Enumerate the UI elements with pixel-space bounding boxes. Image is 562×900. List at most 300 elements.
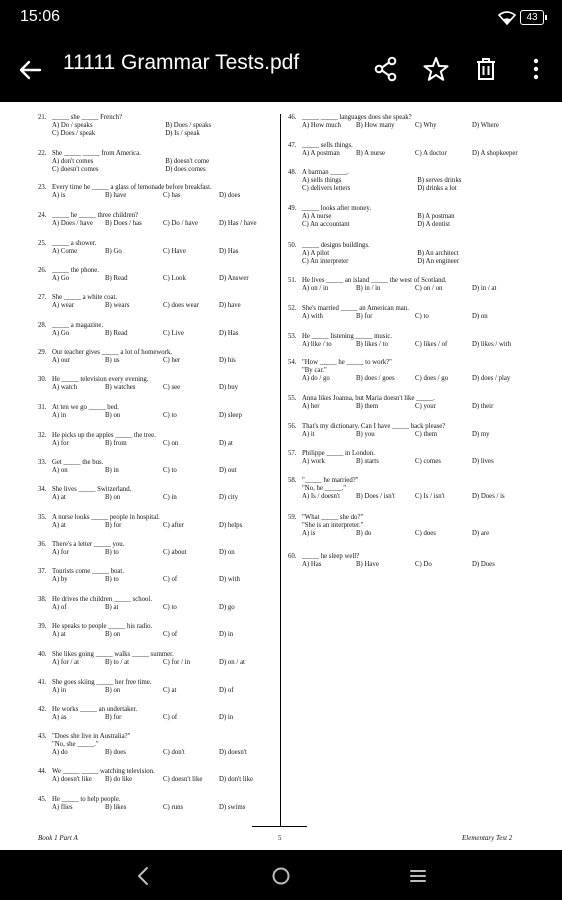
question-item (38, 514, 274, 542)
answer-option: A) Do / speaks (52, 122, 93, 129)
answer-option: B) serves drinks (417, 177, 462, 184)
answer-option: D) Where (472, 122, 499, 129)
answer-option: A) at (52, 631, 66, 638)
answer-option: A) in (52, 412, 67, 419)
answer-option: D) with (219, 576, 240, 583)
answer-option: B) to / at (105, 659, 129, 666)
question-stem-line2: "She is an interpreter." (302, 522, 364, 529)
answer-option: B) for (105, 522, 122, 529)
document-title: 11111 Grammar Tests.pdf (63, 51, 300, 74)
question-number: 40. (38, 651, 47, 658)
question-stem-line2: "No, he _____." (302, 485, 347, 492)
answer-option: A) for (52, 549, 69, 556)
question-item (288, 450, 528, 478)
question-number: 55. (288, 395, 297, 402)
answer-option: D) on (219, 549, 235, 556)
question-number: 46. (288, 114, 297, 121)
question-item (288, 114, 528, 142)
question-stem: He drives the children _____ school. (52, 596, 153, 603)
answer-option: A) flies (52, 804, 73, 811)
answer-option: A) is (52, 192, 66, 199)
answer-option: A) of (52, 604, 67, 611)
question-item (38, 796, 274, 824)
question-number: 39. (38, 623, 47, 630)
question-item (288, 423, 528, 451)
answer-option: B) A nurse (356, 150, 386, 157)
question-item (288, 359, 528, 387)
answer-option: D) sleep (219, 412, 242, 419)
question-number: 37. (38, 568, 47, 575)
question-stem: She's married _____ an American man. (302, 305, 409, 312)
question-stem: "How _____ he _____ to work?" (302, 359, 392, 366)
answer-option: C) Does / speak (52, 130, 96, 137)
answer-option: A) doesn't like (52, 776, 92, 783)
question-item (38, 679, 274, 707)
question-item (38, 322, 274, 350)
answer-option: B) wears (105, 302, 130, 309)
answer-option: C) to (163, 412, 177, 419)
answer-option: A) at (52, 494, 66, 501)
answer-option: D) in (219, 714, 234, 721)
question-number: 31. (38, 404, 47, 411)
answer-option: A) A postman (302, 150, 340, 157)
answer-option: B) at (105, 604, 119, 611)
question-item (38, 541, 274, 569)
answer-option: C) does / go (415, 375, 449, 382)
column-divider (280, 114, 281, 826)
question-stem: He _____ television every evening. (52, 376, 149, 383)
star-icon[interactable] (422, 55, 450, 83)
answer-option: A) for / at (52, 659, 79, 666)
answer-option: A) at (52, 522, 66, 529)
question-stem: _____ looks after money. (302, 205, 372, 212)
answer-option: C) Do (415, 561, 432, 568)
answer-option: D) drinks a lot (417, 185, 457, 192)
question-number: 52. (288, 305, 297, 312)
answer-option: C) does wear (163, 302, 199, 309)
answer-option: C) Do / have (163, 220, 198, 227)
answer-option: A) our (52, 357, 70, 364)
question-stem: He works _____ an undertaker. (52, 706, 138, 713)
answer-option: C) Is / isn't (415, 493, 445, 500)
question-number: 42. (38, 706, 47, 713)
answer-option: C) don't (163, 749, 185, 756)
question-stem: _____ the phone. (52, 267, 100, 274)
answer-option: B) An architect (417, 250, 459, 257)
question-item (38, 267, 274, 295)
question-number: 33. (38, 459, 47, 466)
question-number: 26. (38, 267, 47, 274)
question-stem: There's a letter _____ you. (52, 541, 125, 548)
question-stem: She likes going _____ walks _____ summer. (52, 651, 174, 658)
answer-option: D) does / play (472, 375, 511, 382)
answer-option: A) Go (52, 330, 70, 337)
answer-option: A) wear (52, 302, 75, 309)
answer-option: D) Has (219, 330, 239, 337)
answer-option: C) to (415, 313, 429, 320)
question-stem: Every time he _____ a glass of lemonade before breakfast. (52, 184, 212, 191)
answer-option: B) Does / isn't (356, 493, 395, 500)
question-stem: She _____ a white coat. (52, 294, 118, 301)
question-number: 44. (38, 768, 47, 775)
answer-option: D) does (219, 192, 241, 199)
answer-option: C) after (163, 522, 184, 529)
answer-option: D) Does / is (472, 493, 505, 500)
question-stem: Get _____ the bus. (52, 459, 104, 466)
answer-option: D) at (219, 440, 233, 447)
question-number: 58. (288, 477, 297, 484)
question-stem: He _____ to help people. (52, 796, 121, 803)
answer-option: C) of (163, 631, 178, 638)
answer-option: B) do like (105, 776, 133, 783)
system-nav-bar (0, 850, 562, 900)
answer-option: A) like / to (302, 341, 332, 348)
answer-option: C) to (163, 604, 177, 611)
question-number: 28. (38, 322, 47, 329)
answer-option: D) don't like (219, 776, 254, 783)
question-number: 30. (38, 376, 47, 383)
answer-option: A) in (52, 687, 67, 694)
question-number: 47. (288, 142, 297, 149)
question-number: 53. (288, 333, 297, 340)
question-item (38, 623, 274, 651)
answer-option: B) Go (105, 248, 122, 255)
footer-page-number: 5 (278, 834, 282, 842)
answer-option: C) Have (163, 248, 186, 255)
question-number: 51. (288, 277, 297, 284)
answer-option: D) An engineer (417, 258, 460, 265)
answer-option: B) A postman (417, 213, 455, 220)
answer-option: B) from (105, 440, 127, 447)
answer-option: D) A shopkeeper (472, 150, 518, 157)
more-vert-icon[interactable] (522, 55, 550, 83)
question-stem: He lives _____ an island _____ the west of Scotland. (302, 277, 447, 284)
question-item (38, 212, 274, 240)
answer-option: A) on / in (302, 285, 329, 292)
question-number: 32. (38, 432, 47, 439)
question-number: 41. (38, 679, 47, 686)
footer-test-name: Elementary Test 2 (462, 834, 513, 842)
answer-option: C) likes / of (415, 341, 448, 348)
battery-icon: 43 (520, 10, 544, 25)
question-number: 35. (38, 514, 47, 521)
answer-option: C) runs (163, 804, 184, 811)
question-item (38, 114, 274, 142)
answer-option: A) A pilot (302, 250, 330, 257)
answer-option: D) doesn't (219, 749, 247, 756)
question-item (38, 184, 274, 212)
question-item (38, 651, 274, 679)
answer-option: D) my (472, 431, 490, 438)
answer-option: D) on / at (219, 659, 245, 666)
question-stem: _____ a shower. (52, 240, 97, 247)
question-item (38, 459, 274, 487)
question-number: 24. (38, 212, 47, 219)
answer-option: A) is (302, 530, 316, 537)
question-stem: He _____ listening _____ music. (302, 333, 393, 340)
answer-option: D) out (219, 467, 237, 474)
answer-option: B) us (105, 357, 120, 364)
question-item (38, 733, 274, 761)
question-stem: _____ _____ languages does she speak? (302, 114, 412, 121)
question-stem: A nurse looks _____ people in hospital. (52, 514, 160, 521)
question-number: 23. (38, 184, 47, 191)
answer-option: D) of (219, 687, 234, 694)
pdf-page[interactable] (0, 102, 562, 850)
answer-option: D) Does (472, 561, 495, 568)
question-item (38, 432, 274, 460)
answer-option: B) Does / speaks (165, 122, 212, 129)
answer-option: C) on / on (415, 285, 443, 292)
answer-option: D) lives (472, 458, 494, 465)
answer-option: B) on (105, 687, 121, 694)
question-number: 25. (38, 240, 47, 247)
answer-option: C) on (163, 440, 179, 447)
answer-option: A) as (52, 714, 67, 721)
answer-option: A) with (302, 313, 323, 320)
answer-option: A) do / go (302, 375, 330, 382)
answer-option: B) doesn't come (165, 158, 210, 165)
question-number: 22. (38, 150, 47, 157)
question-item (288, 277, 528, 305)
answer-option: C) doesn't comes (52, 166, 99, 173)
answer-option: B) them (356, 403, 379, 410)
answer-option: A) sells things (302, 177, 342, 184)
answer-option: A) don't comes (52, 158, 94, 165)
answer-option: C) of (163, 576, 178, 583)
question-stem: _____ sells things. (302, 142, 353, 149)
question-stem: At ten we go _____ bed. (52, 404, 119, 411)
answer-option: A) for (52, 440, 69, 447)
answer-option: B) likes (105, 804, 127, 811)
answer-option: D) helps (219, 522, 243, 529)
question-stem: _____ he sleep well? (302, 553, 360, 560)
question-item (288, 395, 528, 423)
answer-option: B) to (105, 549, 119, 556)
answer-option: C) about (163, 549, 187, 556)
question-stem: _____ he _____ three children? (52, 212, 139, 219)
answer-option: D) on (472, 313, 488, 320)
answer-option: A) do (52, 749, 68, 756)
question-item (288, 477, 528, 505)
back-arrow-icon[interactable] (16, 56, 44, 84)
answer-option: A) watch (52, 384, 78, 391)
question-item (38, 706, 274, 734)
answer-option: C) see (163, 384, 181, 391)
answer-option: B) Does / has (105, 220, 142, 227)
question-number: 56. (288, 423, 297, 430)
question-number: 27. (38, 294, 47, 301)
answer-option: D) Has (219, 248, 239, 255)
answer-option: B) starts (356, 458, 379, 465)
answer-option: A) her (302, 403, 320, 410)
answer-option: B) likes / to (356, 341, 388, 348)
question-number: 34. (38, 486, 47, 493)
question-stem-line2: "By car." (302, 367, 327, 374)
answer-option: C) An accountant (302, 221, 350, 228)
answer-option: B) in / in (356, 285, 381, 292)
question-stem: That's my dictionary. Can I have _____ back please? (302, 423, 446, 430)
question-item (288, 553, 528, 581)
question-stem: A barman _____. (302, 169, 350, 176)
answer-option: A) Has (302, 561, 322, 568)
answer-option: D) have (219, 302, 241, 309)
question-item (38, 150, 274, 178)
question-item (38, 768, 274, 796)
question-stem: "_____ he married?" (302, 477, 359, 484)
question-number: 49. (288, 205, 297, 212)
question-item (38, 349, 274, 377)
answer-option: C) does (415, 530, 436, 537)
answer-option: C) at (163, 687, 177, 694)
nav-recents-icon[interactable] (407, 865, 429, 887)
question-stem: _____ she _____ French? (52, 114, 123, 121)
answer-option: D) are (472, 530, 490, 537)
answer-option: C) An interpreter (302, 258, 349, 265)
answer-option: B) Read (105, 275, 128, 282)
answer-option: C) A doctor (415, 150, 447, 157)
trash-icon[interactable] (472, 55, 500, 83)
answer-option: B) for (105, 714, 122, 721)
question-stem: She _____ _____ from America. (52, 150, 141, 157)
answer-option: B) How many (356, 122, 395, 129)
status-bar (0, 0, 562, 36)
question-number: 59. (288, 514, 297, 521)
wifi-icon (498, 11, 516, 25)
answer-option: B) watches (105, 384, 136, 391)
answer-option: C) has (163, 192, 181, 199)
question-stem: We _____ _____ watching television. (52, 768, 155, 775)
question-stem: "Does she live in Australia?" (52, 733, 131, 740)
question-stem: Our teacher gives _____ a lot of homework. (52, 349, 173, 356)
answer-option: C) in (163, 494, 177, 501)
answer-option: B) Have (356, 561, 379, 568)
question-number: 57. (288, 450, 297, 457)
question-number: 54. (288, 359, 297, 366)
answer-option: A) it (302, 431, 315, 438)
answer-option: D) Answer (219, 275, 249, 282)
question-item (38, 294, 274, 322)
answer-option: C) delivers letters (302, 185, 351, 192)
nav-back-icon[interactable] (133, 865, 155, 887)
answer-option: D) likes / with (472, 341, 512, 348)
answer-option: C) Live (163, 330, 184, 337)
question-number: 60. (288, 553, 297, 560)
answer-option: D) A dentist (417, 221, 451, 228)
question-item (288, 142, 528, 170)
answer-option: A) Does / have (52, 220, 93, 227)
question-stem: _____ designs buildings. (302, 242, 370, 249)
answer-option: D) in / at (472, 285, 497, 292)
answer-option: C) to (163, 467, 177, 474)
answer-option: C) them (415, 431, 438, 438)
answer-option: C) of (163, 714, 178, 721)
question-number: 50. (288, 242, 297, 249)
answer-option: C) doesn't like (163, 776, 203, 783)
question-item (38, 376, 274, 404)
question-number: 21. (38, 114, 47, 121)
question-item (288, 242, 528, 270)
question-stem: Philippe _____ in London. (302, 450, 375, 457)
footer-rule (252, 826, 307, 827)
nav-home-icon[interactable] (270, 865, 292, 887)
question-item (38, 596, 274, 624)
question-item (38, 568, 274, 596)
question-item (288, 333, 528, 361)
question-item (288, 205, 528, 233)
answer-option: B) does (105, 749, 126, 756)
answer-option: C) for / in (163, 659, 190, 666)
answer-option: A) work (302, 458, 325, 465)
answer-option: B) in (105, 467, 119, 474)
question-stem: Tourists come _____ boat. (52, 568, 125, 575)
question-item (288, 305, 528, 333)
answer-option: B) on (105, 412, 121, 419)
answer-option: C) Look (163, 275, 186, 282)
question-number: 38. (38, 596, 47, 603)
answer-option: B) you (356, 431, 375, 438)
question-stem: She lives _____ Switzerland. (52, 486, 132, 493)
answer-option: D) does comes (165, 166, 206, 173)
answer-option: B) Read (105, 330, 128, 337)
answer-option: D) city (219, 494, 239, 501)
answer-option: D) Has / have (219, 220, 257, 227)
question-item (38, 404, 274, 432)
question-stem-line2: "No, she _____." (52, 741, 99, 748)
answer-option: A) Is / doesn't (302, 493, 341, 500)
question-stem: She goes skiing _____ her free time. (52, 679, 152, 686)
answer-option: B) to (105, 576, 119, 583)
answer-option: A) A nurse (302, 213, 332, 220)
answer-option: D) Is / speak (165, 130, 200, 137)
answer-option: B) have (105, 192, 127, 199)
answer-option: A) Go (52, 275, 70, 282)
answer-option: A) by (52, 576, 68, 583)
question-number: 43. (38, 733, 47, 740)
answer-option: C) her (163, 357, 181, 364)
answer-option: B) for (356, 313, 373, 320)
question-stem: He picks up the apples _____ the tree. (52, 432, 156, 439)
answer-option: A) Come (52, 248, 78, 255)
answer-option: A) on (52, 467, 68, 474)
answer-option: B) on (105, 494, 121, 501)
question-item (288, 169, 528, 197)
status-time: 15:06 (20, 8, 61, 25)
answer-option: D) in (219, 631, 234, 638)
answer-option: B) do (356, 530, 372, 537)
question-number: 29. (38, 349, 47, 356)
answer-option: B) does / goes (356, 375, 395, 382)
answer-option: D) buy (219, 384, 239, 391)
question-number: 45. (38, 796, 47, 803)
answer-option: A) How much (302, 122, 341, 129)
question-item (288, 514, 528, 542)
answer-option: B) on (105, 631, 121, 638)
answer-option: C) your (415, 403, 436, 410)
question-stem: _____ a magazine. (52, 322, 104, 329)
app-bar (0, 36, 562, 102)
question-number: 36. (38, 541, 47, 548)
answer-option: C) Why (415, 122, 437, 129)
question-item (38, 240, 274, 268)
question-stem: He speaks to people _____ his radio. (52, 623, 153, 630)
question-stem: Anna likes Joanna, but Maria doesn't like _____. (302, 395, 435, 402)
footer-book: Book 1 Part A (38, 834, 78, 842)
question-stem: "What _____ she do?" (302, 514, 364, 521)
share-icon[interactable] (372, 55, 400, 83)
question-item (38, 486, 274, 514)
answer-option: D) swims (219, 804, 246, 811)
